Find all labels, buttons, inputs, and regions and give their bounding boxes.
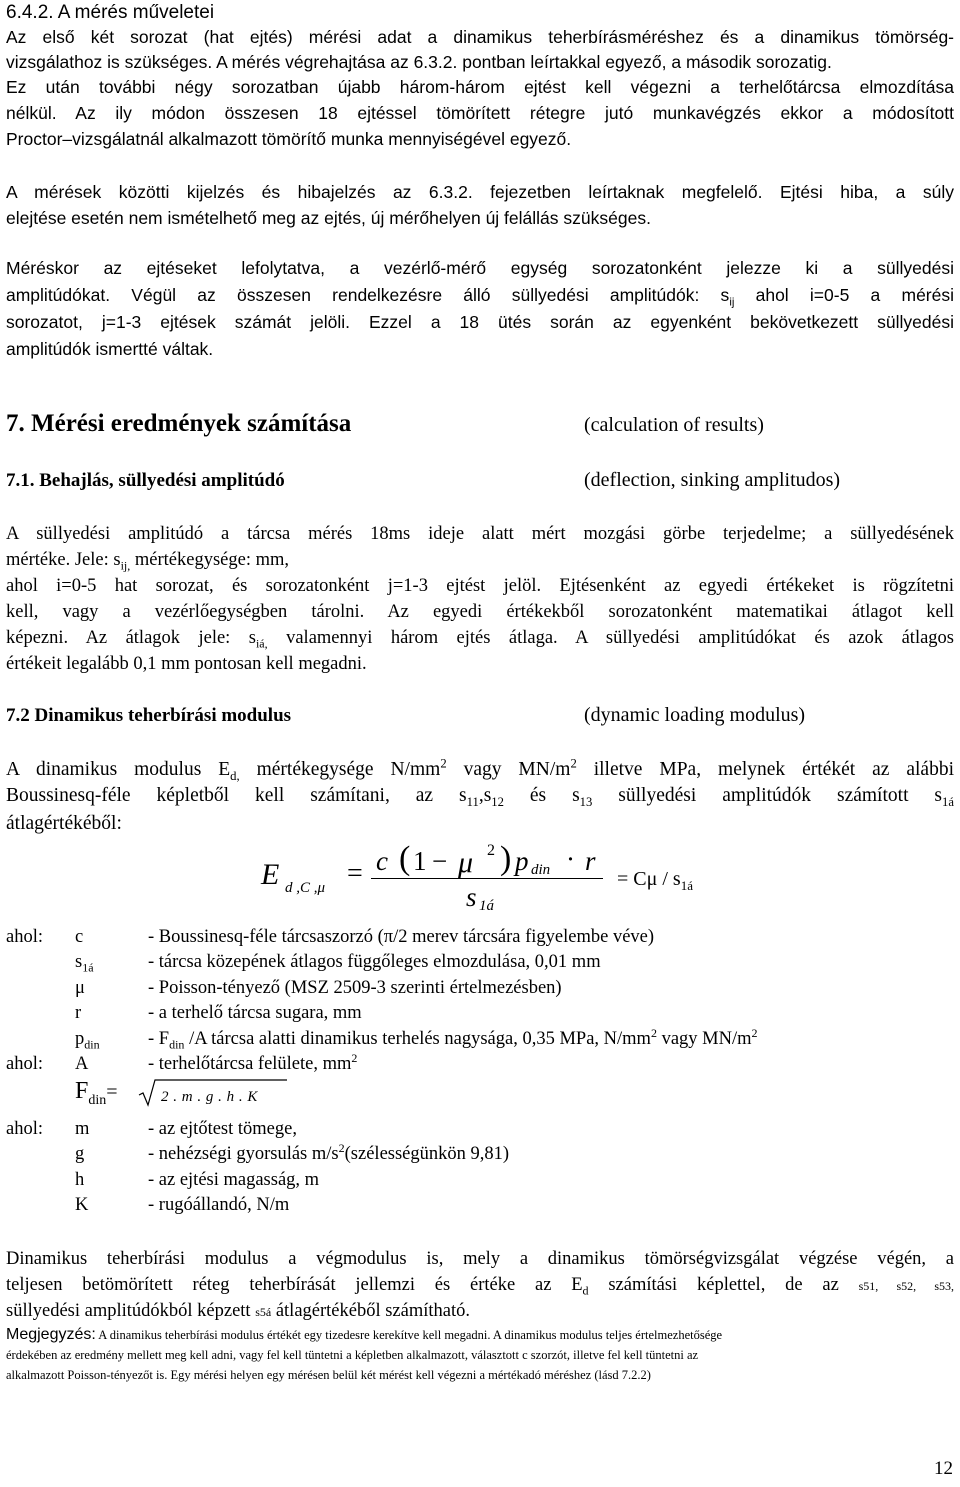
definitions-label-2: ahol: [6, 1054, 43, 1074]
text-span: vagy MN/m [656, 1029, 752, 1049]
formula-p: p [515, 846, 529, 876]
formula-paren-close: ) [500, 840, 512, 877]
formula-fraction-bar [371, 878, 603, 879]
text-span: Boussinesq-féle képletből kell számítani, az s [6, 785, 467, 806]
page-number: 12 [934, 1458, 953, 1479]
text-span: mértéke. Jele: s [6, 550, 121, 570]
subscript: din [169, 1037, 185, 1052]
text-line [6, 547, 954, 573]
formula-p-subscript: din [531, 862, 551, 878]
text-span: képezni. Az átlagok jele: s [6, 628, 256, 648]
def-desc-pdin [148, 1027, 758, 1051]
text-line [6, 757, 954, 783]
def-symbol-c: c [75, 927, 84, 947]
formula-rhs-subscript: 1á [680, 878, 693, 893]
def-symbol-s1a [75, 950, 94, 974]
def-symbol-m: m [75, 1119, 90, 1139]
formula-minus: − [432, 846, 448, 876]
text-span: ahol i=0-5 a mérési [734, 285, 954, 305]
text-line [6, 625, 954, 651]
subscript: 13 [579, 794, 593, 809]
subscript: 11 [466, 794, 479, 809]
superscript: 2 [650, 1025, 657, 1040]
text-span: valamennyi három ejtés átlaga. A süllyedési amplitúdókat és azok átlagos [267, 628, 954, 648]
superscript: 2 [440, 756, 447, 771]
superscript: 2 [751, 1025, 758, 1040]
def-symbol-pdin [75, 1027, 100, 1051]
formula-s-subscript: 1á [479, 898, 494, 914]
formula-s: s [466, 882, 477, 912]
definitions-label-1: ahol: [6, 927, 43, 947]
text-span: - terhelőtárcsa felülete, mm [148, 1054, 352, 1074]
text-span: átlagértékéből számítható. [271, 1301, 470, 1321]
text-span: (szélességünkön 9,81) [344, 1144, 510, 1164]
text-line: alkalmazott Poisson-tényezőt is. Egy mérési helyen egy mérésen belül két mérést kell végezni a mértékadó méréshez (lásd 7.2.2) [6, 1368, 651, 1382]
section-heading-7-2: 7.2 Dinamikus teherbírási modulus [6, 705, 292, 726]
subscript: 12 [491, 794, 504, 809]
superscript: 2 [570, 756, 577, 771]
section-heading-7-1: 7.1. Behajlás, süllyedési amplitúdó [6, 470, 285, 491]
note-label: Megjegyzés: [6, 1326, 96, 1343]
text-span-small: s5á [255, 1305, 272, 1319]
text-span: mértékegysége N/mm [239, 759, 441, 780]
formula-paren-open: ( [399, 840, 411, 877]
text-span: illetve MPa, melynek értékét az alábbi [576, 759, 954, 780]
formula-equals: = [347, 858, 363, 889]
text-span: számítási képlettel, de az [588, 1275, 859, 1295]
def-symbol-A: A [75, 1054, 89, 1074]
text-span: süllyedési amplitúdókból képzett [6, 1301, 256, 1321]
section-heading-7-english: (calculation of results) [584, 414, 764, 436]
text-line [6, 1325, 954, 1346]
text-line: ahol i=0-5 hat sorozat, és sorozatonként j=1-3 ejtést jelöl. Ejtésenként az egyedi értékeket is rögzítetni [6, 576, 954, 596]
section-heading-7-1-english: (deflection, sinking amplitudos) [584, 469, 841, 491]
text-span: ,s [478, 785, 492, 806]
text-line: kell, vagy a vezérlőegységben tárolni. Az egyedi értékekből sorozatonként matematikai átlagot kell [6, 602, 954, 622]
def-desc-m: - az ejtőtest tömege, [148, 1119, 297, 1139]
text-line: vizsgálathoz is szükséges. A mérés végrehajtása az 6.3.2. pontban leírtakkal egyező, a második sorozatig. [6, 52, 832, 72]
def-desc-K: - rugóállandó, N/m [148, 1195, 290, 1215]
text-line [6, 1272, 954, 1299]
text-line [6, 783, 954, 809]
text-span-small: s51, s52, s53, [858, 1279, 954, 1293]
text-span: vagy MN/m [446, 759, 571, 780]
text-line: Méréskor az ejtéseket lefolytatva, a vezérlő-mérő egység sorozatonként jelezze ki a süllyedési [6, 258, 954, 278]
subscript: d [582, 1283, 589, 1298]
boussinesq-formula [261, 840, 761, 920]
formula-E-subscript: d ,C ,μ [285, 880, 326, 896]
def-symbol-h: h [75, 1170, 85, 1190]
text-line: érdekében az eredmény mellett meg kell adni, vagy fel kell tüntetni a képletben alkalmazott, választott c szorzót, illetve fel kell tüntetni az [6, 1348, 699, 1362]
text-line: Dinamikus teherbírási modulus a végmodulus is, mely a dinamikus tömörségvizsgálat végzése végén, a [6, 1249, 954, 1269]
def-desc-g [148, 1142, 509, 1166]
text-span: - nehézségi gyorsulás m/s [148, 1144, 339, 1164]
text-span: /A tárcsa alatti dinamikus terhelés nagysága, 0,35 MPa, N/mm [184, 1029, 651, 1049]
formula-E: E [261, 858, 280, 891]
text-line: A mérések közötti kijelzés és hibajelzés az 6.3.2. fejezetben leírtaknak megfelelő. Ejtési hiba, a súly [6, 182, 954, 202]
def-desc-h: - az ejtési magasság, m [148, 1170, 320, 1190]
formula-r: r [585, 846, 596, 876]
definitions-label-3: ahol: [6, 1119, 43, 1139]
text-span: p [75, 1029, 85, 1049]
subscript: din [84, 1037, 100, 1052]
formula-multiply: · [566, 844, 575, 874]
text-span: F [75, 1078, 89, 1104]
text-span: süllyedési amplitúdók számított s [592, 785, 943, 806]
formula-rhs [617, 868, 693, 891]
def-symbol-K: K [75, 1195, 89, 1215]
text-span: = [106, 1081, 118, 1103]
text-span: és s [503, 785, 580, 806]
subscript: ij, [120, 558, 131, 573]
def-symbol-Fdin [75, 1078, 118, 1108]
text-span: A dinamikus modulus E [6, 759, 231, 780]
document-page [6, 0, 954, 1487]
formula-mu: μ [458, 846, 474, 879]
def-symbol-r: r [75, 1003, 82, 1023]
def-desc-s1a: - tárcsa közepének átlagos függőleges elmozdulása, 0,01 mm [148, 952, 601, 972]
def-symbol-mu: μ [75, 978, 85, 998]
formula-rhs-text: = Cμ / s [617, 868, 681, 890]
def-desc-mu: - Poisson-tényező (MSZ 2509-3 szerinti értelmezésben) [148, 978, 562, 998]
text-span: mértékegysége: mm, [130, 550, 289, 570]
text-span: teljesen betömörített réteg teherbírását jellemzi és értéke az E [6, 1275, 583, 1295]
text-span: A dinamikus teherbírási modulus értékét egy tizedesre kerekítve kell megadni. A dinamikus modulus teljes értelmezhetősége [95, 1328, 723, 1342]
text-line: Proctor–vizsgálatnál alkalmazott tömörítő munka mennyiségével egyező. [6, 129, 572, 149]
def-desc-A [148, 1052, 357, 1076]
subscript: din [88, 1092, 107, 1108]
formula-square: 2 [487, 842, 495, 859]
section-heading-7-2-english: (dynamic loading modulus) [584, 704, 806, 726]
text-line: értékeit legalább 0,1 mm pontosan kell megadni. [6, 654, 367, 674]
text-span: amplitúdókat. Végül az összesen rendelkezésre álló süllyedési amplitúdók: s [6, 285, 730, 305]
def-symbol-g: g [75, 1144, 85, 1164]
subscript: 1á [942, 794, 954, 809]
text-line: amplitúdók ismertté váltak. [6, 339, 214, 359]
superscript: 2 [338, 1140, 345, 1155]
text-line [6, 283, 954, 308]
subscript: ij [729, 296, 735, 309]
section-heading-6-4-2: 6.4.2. A mérés műveletei [6, 2, 215, 23]
text-line: átlagértékéből: [6, 813, 122, 834]
formula-c: c [376, 846, 388, 876]
subscript: d, [230, 768, 240, 783]
text-line: Az első két sorozat (hat ejtés) mérési adat a dinamikus teherbírásméréshez és a dinamikus tömörség- [6, 27, 954, 47]
def-desc-c: - Boussinesq-féle tárcsaszorzó (π/2 merev tárcsára figyelembe véve) [148, 927, 655, 947]
radicand: 2 . m . g . h . K [161, 1089, 258, 1105]
formula-one: 1 [413, 846, 427, 876]
text-line: Ez után további négy sorozatban újabb három-három ejtést kell végezni a terhelőtárcsa elmozdítása [6, 77, 954, 97]
subscript: iá, [255, 636, 268, 651]
text-line: sorozatot, j=1-3 ejtések számát jelöli. Ezzel a 18 ütés során az egyenként bekövetkezett süllyedési [6, 312, 954, 332]
def-desc-r: - a terhelő tárcsa sugara, mm [148, 1003, 362, 1023]
text-line: A süllyedési amplitúdó a tárcsa mérés 18ms ideje alatt mért mozgási görbe terjedelme; a süllyedésének [6, 524, 954, 544]
text-span: - F [148, 1029, 170, 1049]
section-heading-7: 7. Mérési eredmények számítása [6, 410, 352, 437]
text-span: s [75, 952, 83, 972]
subscript: 1á [82, 960, 94, 975]
text-line [6, 1298, 954, 1325]
text-line: elejtése esetén nem ismételhető meg az ejtés, új mérőhelyen új felállás szükséges. [6, 208, 651, 228]
superscript: 2 [351, 1050, 358, 1065]
text-line: nélkül. Az ily módon összesen 18 ejtéssel tömörített rétegre jutó munkavégzés ekkor a módosított [6, 103, 954, 123]
